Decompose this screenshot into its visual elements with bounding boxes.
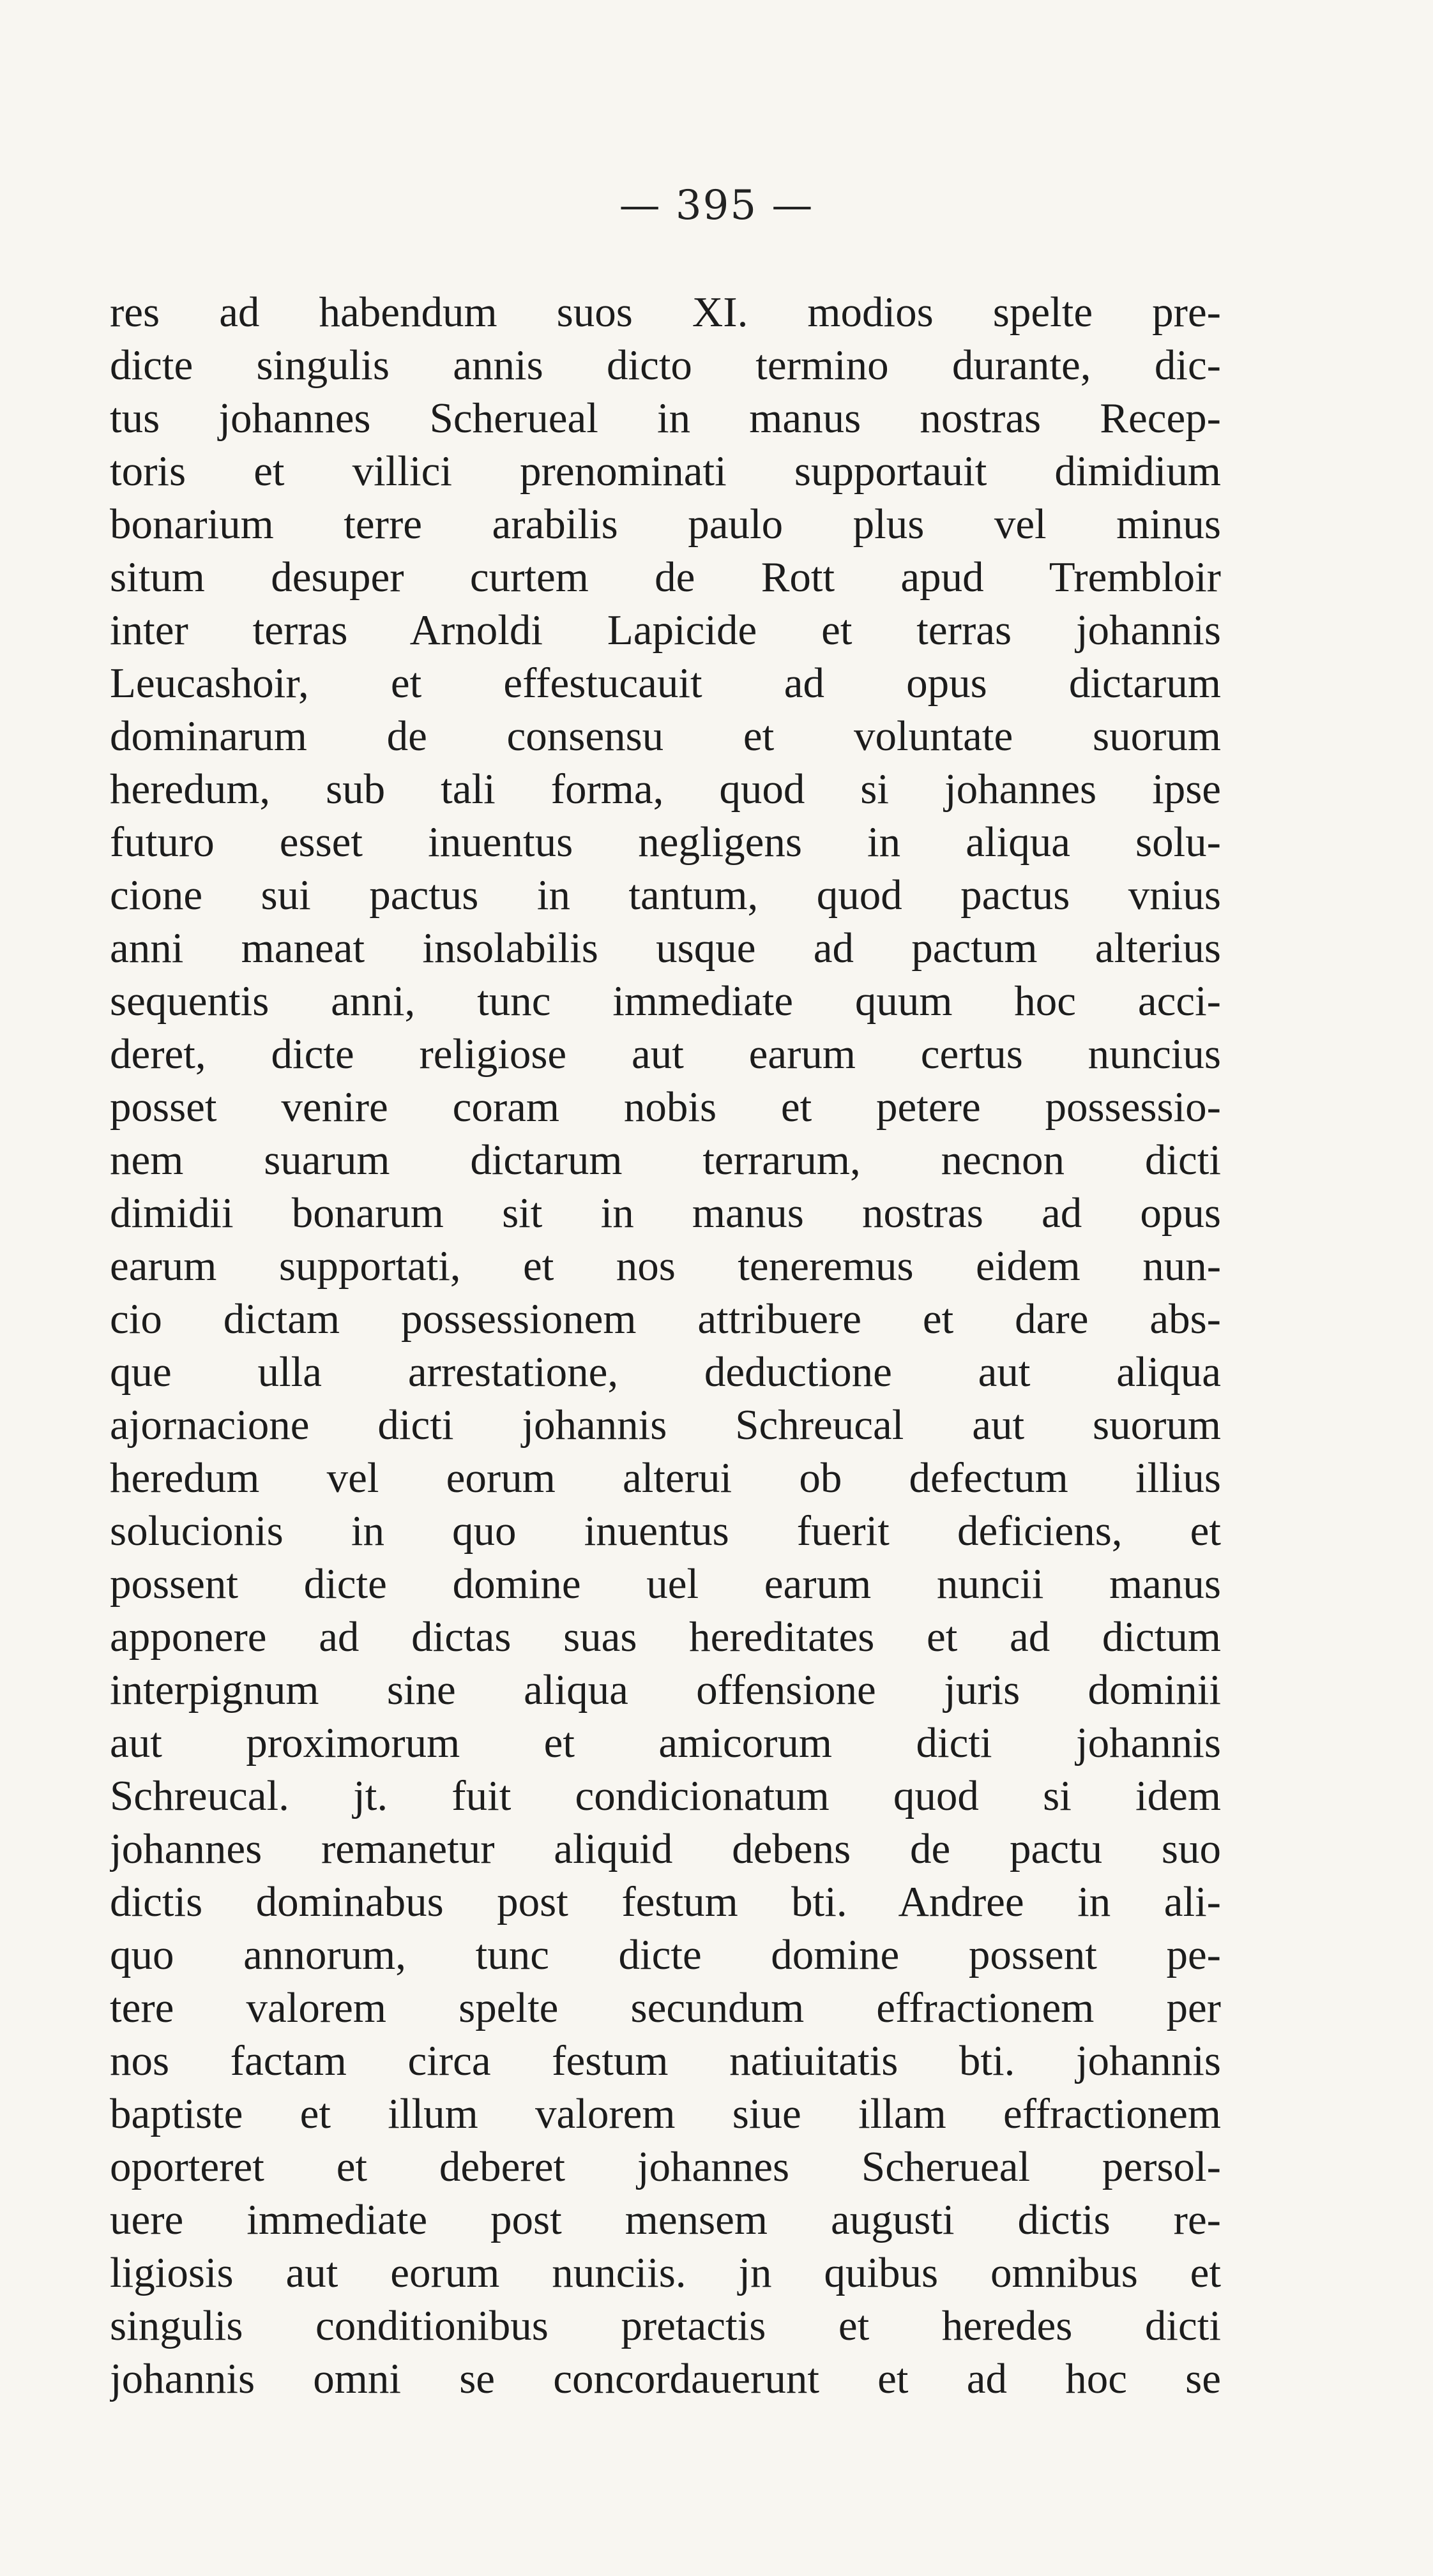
text-line: earum supportati, et nos teneremus eidem nun- — [110, 1242, 1221, 1290]
text-line: johannes remanetur aliquid debens de pactu suo — [110, 1825, 1221, 1872]
text-line: anni maneat insolabilis usque ad pactum alterius — [110, 924, 1221, 972]
text-line: tere valorem spelte secundum effractionem per — [110, 1984, 1221, 2031]
text-line: ligiosis aut eorum nunciis. jn quibus omnibus et — [110, 2249, 1221, 2296]
text-line: ajornacione dicti johannis Schreucal aut suorum — [110, 1401, 1221, 1449]
text-line: possent dicte domine uel earum nuncii manus — [110, 1560, 1221, 1608]
text-line: situm desuper curtem de Rott apud Trembloir — [110, 554, 1221, 601]
text-line: tus johannes Scherueal in manus nostras Recep- — [110, 395, 1221, 442]
text-line: dictis dominabus post festum bti. Andree in ali- — [110, 1878, 1221, 1925]
text-line: dicte singulis annis dicto termino durante, dic- — [110, 342, 1221, 389]
text-line: solucionis in quo inuentus fuerit deficiens, et — [110, 1507, 1221, 1555]
text-line: Leucashoir, et effestucauit ad opus dictarum — [110, 659, 1221, 707]
text-line: deret, dicte religiose aut earum certus nuncius — [110, 1030, 1221, 1078]
text-line: quo annorum, tunc dicte domine possent pe- — [110, 1931, 1221, 1978]
text-line: toris et villici prenominati supportauit dimidium — [110, 448, 1221, 495]
text-line: heredum vel eorum alterui ob defectum illius — [110, 1454, 1221, 1502]
text-line: bonarium terre arabilis paulo plus vel minus — [110, 501, 1221, 548]
text-line: cio dictam possessionem attribuere et dare abs- — [110, 1295, 1221, 1343]
text-line: dimidii bonarum sit in manus nostras ad opus — [110, 1189, 1221, 1237]
text-line: johannis omni se concordauerunt et ad hoc se — [110, 2355, 1221, 2402]
text-line: oporteret et deberet johannes Scherueal persol- — [110, 2143, 1221, 2190]
text-line: posset venire coram nobis et petere possessio- — [110, 1083, 1221, 1131]
text-line: cione sui pactus in tantum, quod pactus vnius — [110, 871, 1221, 919]
text-line: res ad habendum suos XI. modios spelte pre- — [110, 289, 1221, 336]
text-line: Schreucal. jt. fuit condicionatum quod si idem — [110, 1772, 1221, 1819]
text-line: que ulla arrestatione, deductione aut aliqua — [110, 1348, 1221, 1396]
page-number: — 395 — — [619, 182, 814, 229]
text-line: apponere ad dictas suas hereditates et ad dictum — [110, 1613, 1221, 1661]
text-line: baptiste et illum valorem siue illam effractionem — [110, 2090, 1221, 2137]
text-line: sequentis anni, tunc immediate quum hoc acci- — [110, 977, 1221, 1025]
text-line: uere immediate post mensem augusti dictis re- — [110, 2196, 1221, 2243]
text-line: inter terras Arnoldi Lapicide et terras johannis — [110, 606, 1221, 654]
text-line: nem suarum dictarum terrarum, necnon dicti — [110, 1136, 1221, 1184]
text-line: interpignum sine aliqua offensione juris dominii — [110, 1666, 1221, 1714]
text-line: dominarum de consensu et voluntate suorum — [110, 712, 1221, 760]
text-line: singulis conditionibus pretactis et heredes dicti — [110, 2302, 1221, 2349]
text-line: nos factam circa festum natiuitatis bti. johannis — [110, 2037, 1221, 2084]
body-text — [110, 286, 1221, 2406]
text-line: aut proximorum et amicorum dicti johannis — [110, 1719, 1221, 1766]
text-line: heredum, sub tali forma, quod si johannes ipse — [110, 765, 1221, 813]
text-line: futuro esset inuentus negligens in aliqua solu- — [110, 818, 1221, 866]
